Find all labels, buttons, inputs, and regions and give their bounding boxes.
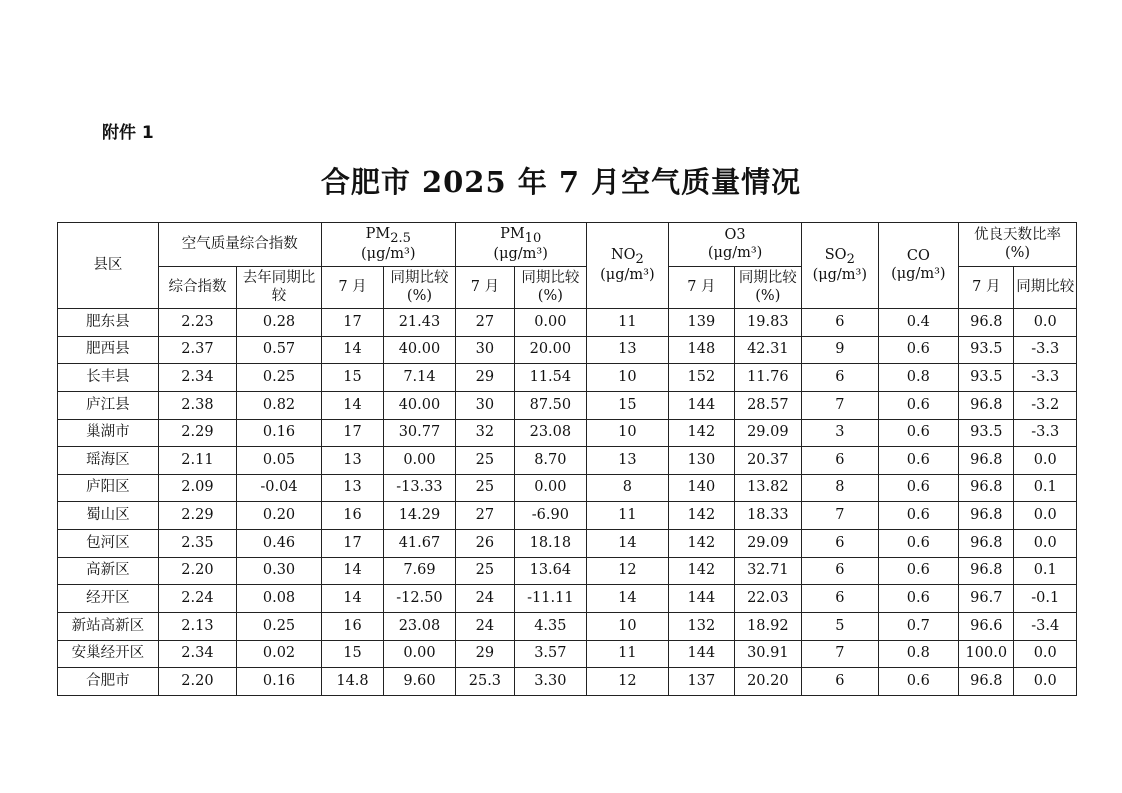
cell-county: 长丰县 xyxy=(58,364,159,392)
good-days-unit: (%) xyxy=(1005,244,1031,261)
header-o3 xyxy=(669,223,802,267)
cell-pm25-july: 14 xyxy=(321,336,383,364)
cell-so2: 6 xyxy=(802,668,879,696)
cell-no2: 10 xyxy=(586,364,669,392)
cell-county: 高新区 xyxy=(58,557,159,585)
cell-pm10-yoy: 8.70 xyxy=(515,447,586,475)
cell-county: 经开区 xyxy=(58,585,159,613)
cell-pm25-yoy: 40.00 xyxy=(384,391,455,419)
table-row xyxy=(58,419,1077,447)
cell-county: 蜀山区 xyxy=(58,502,159,530)
table-row xyxy=(58,391,1077,419)
cell-so2: 6 xyxy=(802,530,879,558)
cell-o3-july: 140 xyxy=(669,474,734,502)
cell-o3-july: 132 xyxy=(669,613,734,641)
cell-aqi-value: 2.34 xyxy=(158,364,237,392)
cell-o3-july: 139 xyxy=(669,309,734,337)
cell-pm10-july: 25.3 xyxy=(455,668,514,696)
table-row xyxy=(58,557,1077,585)
cell-good-july: 96.8 xyxy=(959,502,1014,530)
cell-pm10-yoy: 87.50 xyxy=(515,391,586,419)
cell-good-yoy: -3.3 xyxy=(1014,364,1077,392)
cell-pm25-july: 14.8 xyxy=(321,668,383,696)
cell-pm25-yoy: 30.77 xyxy=(384,419,455,447)
cell-good-yoy: 0.1 xyxy=(1014,557,1077,585)
cell-co: 0.6 xyxy=(878,585,959,613)
cell-aqi-value: 2.13 xyxy=(158,613,237,641)
cell-no2: 11 xyxy=(586,309,669,337)
cell-o3-july: 137 xyxy=(669,668,734,696)
cell-county: 瑶海区 xyxy=(58,447,159,475)
cell-good-yoy: -3.4 xyxy=(1014,613,1077,641)
cell-good-july: 96.8 xyxy=(959,309,1014,337)
pm10-unit: (μg/m³) xyxy=(493,246,548,263)
cell-aqi-value: 2.37 xyxy=(158,336,237,364)
cell-pm25-july: 14 xyxy=(321,557,383,585)
header-good-days xyxy=(959,223,1077,267)
cell-o3-yoy: 32.71 xyxy=(734,557,801,585)
cell-pm25-yoy: 41.67 xyxy=(384,530,455,558)
page-title: 合肥市 2025 年 7 月空气质量情况 xyxy=(320,165,802,199)
cell-no2: 14 xyxy=(586,585,669,613)
table-row xyxy=(58,585,1077,613)
cell-pm10-july: 25 xyxy=(455,474,514,502)
no2-unit: (μg/m³) xyxy=(600,267,655,284)
cell-o3-yoy: 29.09 xyxy=(734,530,801,558)
pm10-sub: 10 xyxy=(524,230,542,246)
cell-o3-july: 144 xyxy=(669,585,734,613)
cell-no2: 14 xyxy=(586,530,669,558)
cell-pm25-yoy: 0.00 xyxy=(384,640,455,668)
cell-co: 0.7 xyxy=(878,613,959,641)
cell-aqi-yoy: 0.28 xyxy=(237,309,322,337)
so2-sub: 2 xyxy=(846,251,855,267)
cell-o3-yoy: 22.03 xyxy=(734,585,801,613)
cell-pm10-yoy: 23.08 xyxy=(515,419,586,447)
cell-good-yoy: -3.2 xyxy=(1014,391,1077,419)
cell-so2: 8 xyxy=(802,474,879,502)
so2-unit: (μg/m³) xyxy=(812,267,868,284)
cell-pm25-yoy: -13.33 xyxy=(384,474,455,502)
cell-o3-july: 142 xyxy=(669,530,734,558)
header-aqi-value: 综合指数 xyxy=(158,267,237,309)
pm25-sub: 2.5 xyxy=(390,230,411,246)
cell-so2: 6 xyxy=(802,585,879,613)
cell-pm25-july: 16 xyxy=(321,613,383,641)
cell-pm25-yoy: 9.60 xyxy=(384,668,455,696)
cell-pm10-yoy: -6.90 xyxy=(515,502,586,530)
cell-good-yoy: 0.0 xyxy=(1014,530,1077,558)
cell-good-july: 96.6 xyxy=(959,613,1014,641)
cell-aqi-value: 2.35 xyxy=(158,530,237,558)
cell-good-yoy: 0.0 xyxy=(1014,447,1077,475)
header-pm10-yoy: 同期比较(%) xyxy=(515,267,586,309)
cell-good-july: 96.8 xyxy=(959,474,1014,502)
cell-aqi-yoy: 0.82 xyxy=(237,391,322,419)
cell-aqi-yoy: 0.30 xyxy=(237,557,322,585)
cell-so2: 6 xyxy=(802,309,879,337)
cell-pm10-july: 24 xyxy=(455,613,514,641)
cell-good-july: 96.7 xyxy=(959,585,1014,613)
cell-co: 0.6 xyxy=(878,557,959,585)
cell-pm25-july: 14 xyxy=(321,585,383,613)
cell-pm25-yoy: 23.08 xyxy=(384,613,455,641)
header-pm10-july: 7 月 xyxy=(455,267,514,309)
air-quality-table xyxy=(57,222,1077,696)
cell-pm10-july: 25 xyxy=(455,447,514,475)
cell-good-july: 93.5 xyxy=(959,419,1014,447)
cell-pm10-yoy: 20.00 xyxy=(515,336,586,364)
cell-pm10-july: 30 xyxy=(455,336,514,364)
cell-county: 庐江县 xyxy=(58,391,159,419)
cell-so2: 6 xyxy=(802,364,879,392)
cell-co: 0.6 xyxy=(878,391,959,419)
cell-o3-july: 142 xyxy=(669,419,734,447)
cell-co: 0.6 xyxy=(878,668,959,696)
cell-pm10-yoy: 18.18 xyxy=(515,530,586,558)
cell-so2: 9 xyxy=(802,336,879,364)
cell-aqi-value: 2.23 xyxy=(158,309,237,337)
header-pm25 xyxy=(321,223,455,267)
cell-o3-yoy: 42.31 xyxy=(734,336,801,364)
cell-county: 包河区 xyxy=(58,530,159,558)
cell-so2: 7 xyxy=(802,640,879,668)
cell-good-yoy: -0.1 xyxy=(1014,585,1077,613)
cell-aqi-yoy: 0.08 xyxy=(237,585,322,613)
cell-aqi-value: 2.20 xyxy=(158,668,237,696)
cell-pm25-july: 13 xyxy=(321,474,383,502)
cell-o3-yoy: 29.09 xyxy=(734,419,801,447)
cell-so2: 7 xyxy=(802,502,879,530)
cell-pm25-yoy: 40.00 xyxy=(384,336,455,364)
cell-so2: 6 xyxy=(802,447,879,475)
pm25-unit: (μg/m³) xyxy=(361,246,416,263)
cell-county: 庐阳区 xyxy=(58,474,159,502)
cell-o3-yoy: 18.92 xyxy=(734,613,801,641)
good-days-label: 优良天数比率 xyxy=(974,227,1062,244)
cell-aqi-yoy: 0.16 xyxy=(237,419,322,447)
cell-o3-yoy: 20.20 xyxy=(734,668,801,696)
cell-good-july: 96.8 xyxy=(959,557,1014,585)
cell-good-july: 93.5 xyxy=(959,364,1014,392)
cell-no2: 11 xyxy=(586,502,669,530)
no2-name: NO xyxy=(610,246,636,263)
cell-no2: 12 xyxy=(586,557,669,585)
cell-pm25-yoy: 7.69 xyxy=(384,557,455,585)
cell-pm25-july: 17 xyxy=(321,309,383,337)
cell-co: 0.6 xyxy=(878,336,959,364)
cell-o3-yoy: 30.91 xyxy=(734,640,801,668)
cell-o3-yoy: 19.83 xyxy=(734,309,801,337)
cell-pm10-yoy: 0.00 xyxy=(515,474,586,502)
cell-pm10-july: 26 xyxy=(455,530,514,558)
cell-o3-july: 130 xyxy=(669,447,734,475)
cell-aqi-value: 2.20 xyxy=(158,557,237,585)
cell-aqi-yoy: -0.04 xyxy=(237,474,322,502)
cell-pm10-july: 32 xyxy=(455,419,514,447)
cell-aqi-yoy: 0.02 xyxy=(237,640,322,668)
cell-co: 0.6 xyxy=(878,447,959,475)
cell-good-july: 96.8 xyxy=(959,530,1014,558)
cell-county: 安巢经开区 xyxy=(58,640,159,668)
header-so2 xyxy=(802,223,879,309)
cell-aqi-value: 2.09 xyxy=(158,474,237,502)
cell-no2: 8 xyxy=(586,474,669,502)
cell-aqi-value: 2.29 xyxy=(158,502,237,530)
cell-pm25-july: 17 xyxy=(321,419,383,447)
cell-good-july: 93.5 xyxy=(959,336,1014,364)
header-no2 xyxy=(586,223,669,309)
cell-so2: 5 xyxy=(802,613,879,641)
cell-aqi-yoy: 0.57 xyxy=(237,336,322,364)
cell-good-july: 100.0 xyxy=(959,640,1014,668)
cell-pm10-yoy: 4.35 xyxy=(515,613,586,641)
cell-pm25-yoy: 14.29 xyxy=(384,502,455,530)
cell-pm10-july: 29 xyxy=(455,364,514,392)
cell-pm10-july: 24 xyxy=(455,585,514,613)
header-pm25-july: 7 月 xyxy=(321,267,383,309)
cell-aqi-yoy: 0.16 xyxy=(237,668,322,696)
cell-aqi-value: 2.34 xyxy=(158,640,237,668)
header-co xyxy=(878,223,959,309)
cell-good-yoy: -3.3 xyxy=(1014,419,1077,447)
so2-name: SO xyxy=(824,246,847,263)
co-unit: (μg/m³) xyxy=(891,265,946,282)
cell-good-yoy: 0.0 xyxy=(1014,640,1077,668)
cell-county: 肥东县 xyxy=(58,309,159,337)
cell-no2: 11 xyxy=(586,640,669,668)
cell-pm25-yoy: -12.50 xyxy=(384,585,455,613)
table-row xyxy=(58,364,1077,392)
header-o3-july: 7 月 xyxy=(669,267,734,309)
cell-co: 0.8 xyxy=(878,364,959,392)
cell-aqi-value: 2.11 xyxy=(158,447,237,475)
cell-good-yoy: -3.3 xyxy=(1014,336,1077,364)
cell-aqi-value: 2.24 xyxy=(158,585,237,613)
no2-sub: 2 xyxy=(635,251,644,267)
cell-good-yoy: 0.1 xyxy=(1014,474,1077,502)
cell-no2: 13 xyxy=(586,336,669,364)
cell-so2: 3 xyxy=(802,419,879,447)
cell-co: 0.6 xyxy=(878,474,959,502)
cell-so2: 6 xyxy=(802,557,879,585)
table-row xyxy=(58,640,1077,668)
header-county: 县区 xyxy=(58,223,159,309)
table-body xyxy=(58,309,1077,696)
cell-pm10-yoy: -11.11 xyxy=(515,585,586,613)
cell-county: 肥西县 xyxy=(58,336,159,364)
table-row xyxy=(58,336,1077,364)
header-good-yoy: 同期比较 xyxy=(1014,267,1077,309)
cell-good-yoy: 0.0 xyxy=(1014,668,1077,696)
cell-aqi-yoy: 0.25 xyxy=(237,613,322,641)
cell-pm25-yoy: 21.43 xyxy=(384,309,455,337)
cell-pm10-yoy: 0.00 xyxy=(515,309,586,337)
cell-co: 0.6 xyxy=(878,502,959,530)
cell-pm25-july: 13 xyxy=(321,447,383,475)
pm25-name: PM xyxy=(365,225,391,242)
cell-no2: 12 xyxy=(586,668,669,696)
cell-good-yoy: 0.0 xyxy=(1014,309,1077,337)
cell-pm25-yoy: 7.14 xyxy=(384,364,455,392)
header-good-july: 7 月 xyxy=(959,267,1014,309)
cell-o3-yoy: 18.33 xyxy=(734,502,801,530)
cell-pm10-yoy: 3.57 xyxy=(515,640,586,668)
cell-good-yoy: 0.0 xyxy=(1014,502,1077,530)
cell-pm25-july: 15 xyxy=(321,640,383,668)
cell-o3-yoy: 13.82 xyxy=(734,474,801,502)
cell-county: 合肥市 xyxy=(58,668,159,696)
cell-so2: 7 xyxy=(802,391,879,419)
pm10-name: PM xyxy=(500,225,525,242)
cell-o3-yoy: 11.76 xyxy=(734,364,801,392)
table-row xyxy=(58,474,1077,502)
table-row xyxy=(58,668,1077,696)
cell-good-july: 96.8 xyxy=(959,447,1014,475)
header-aqi-yoy: 去年同期比较 xyxy=(237,267,322,309)
cell-o3-july: 148 xyxy=(669,336,734,364)
table-row xyxy=(58,530,1077,558)
cell-aqi-yoy: 0.46 xyxy=(237,530,322,558)
cell-pm10-yoy: 3.30 xyxy=(515,668,586,696)
o3-name: O3 xyxy=(724,227,746,244)
header-pm25-yoy: 同期比较(%) xyxy=(384,267,455,309)
cell-no2: 15 xyxy=(586,391,669,419)
cell-co: 0.6 xyxy=(878,419,959,447)
cell-aqi-yoy: 0.25 xyxy=(237,364,322,392)
cell-aqi-value: 2.29 xyxy=(158,419,237,447)
header-aqi-group: 空气质量综合指数 xyxy=(158,223,321,267)
cell-co: 0.6 xyxy=(878,530,959,558)
header-o3-yoy: 同期比较(%) xyxy=(734,267,801,309)
cell-co: 0.4 xyxy=(878,309,959,337)
cell-pm10-july: 27 xyxy=(455,502,514,530)
cell-o3-july: 152 xyxy=(669,364,734,392)
cell-aqi-value: 2.38 xyxy=(158,391,237,419)
cell-pm25-july: 17 xyxy=(321,530,383,558)
cell-county: 新站高新区 xyxy=(58,613,159,641)
cell-pm10-july: 27 xyxy=(455,309,514,337)
cell-pm25-july: 14 xyxy=(321,391,383,419)
cell-no2: 10 xyxy=(586,613,669,641)
cell-county: 巢湖市 xyxy=(58,419,159,447)
o3-unit: (μg/m³) xyxy=(707,244,763,261)
cell-aqi-yoy: 0.20 xyxy=(237,502,322,530)
cell-co: 0.8 xyxy=(878,640,959,668)
cell-no2: 13 xyxy=(586,447,669,475)
cell-o3-yoy: 20.37 xyxy=(734,447,801,475)
cell-pm10-july: 30 xyxy=(455,391,514,419)
cell-o3-july: 142 xyxy=(669,502,734,530)
cell-o3-yoy: 28.57 xyxy=(734,391,801,419)
table-row xyxy=(58,447,1077,475)
cell-good-july: 96.8 xyxy=(959,668,1014,696)
table-row xyxy=(58,613,1077,641)
cell-o3-july: 142 xyxy=(669,557,734,585)
cell-pm25-july: 16 xyxy=(321,502,383,530)
cell-pm10-july: 29 xyxy=(455,640,514,668)
header-pm10 xyxy=(455,223,586,267)
cell-no2: 10 xyxy=(586,419,669,447)
table-row xyxy=(58,502,1077,530)
attachment-label: 附件 1 xyxy=(102,123,154,143)
cell-o3-july: 144 xyxy=(669,640,734,668)
cell-o3-july: 144 xyxy=(669,391,734,419)
table-row xyxy=(58,309,1077,337)
cell-pm25-july: 15 xyxy=(321,364,383,392)
cell-good-july: 96.8 xyxy=(959,391,1014,419)
cell-pm10-yoy: 11.54 xyxy=(515,364,586,392)
cell-aqi-yoy: 0.05 xyxy=(237,447,322,475)
cell-pm10-july: 25 xyxy=(455,557,514,585)
co-name: CO xyxy=(906,248,930,265)
cell-pm10-yoy: 13.64 xyxy=(515,557,586,585)
cell-pm25-yoy: 0.00 xyxy=(384,447,455,475)
